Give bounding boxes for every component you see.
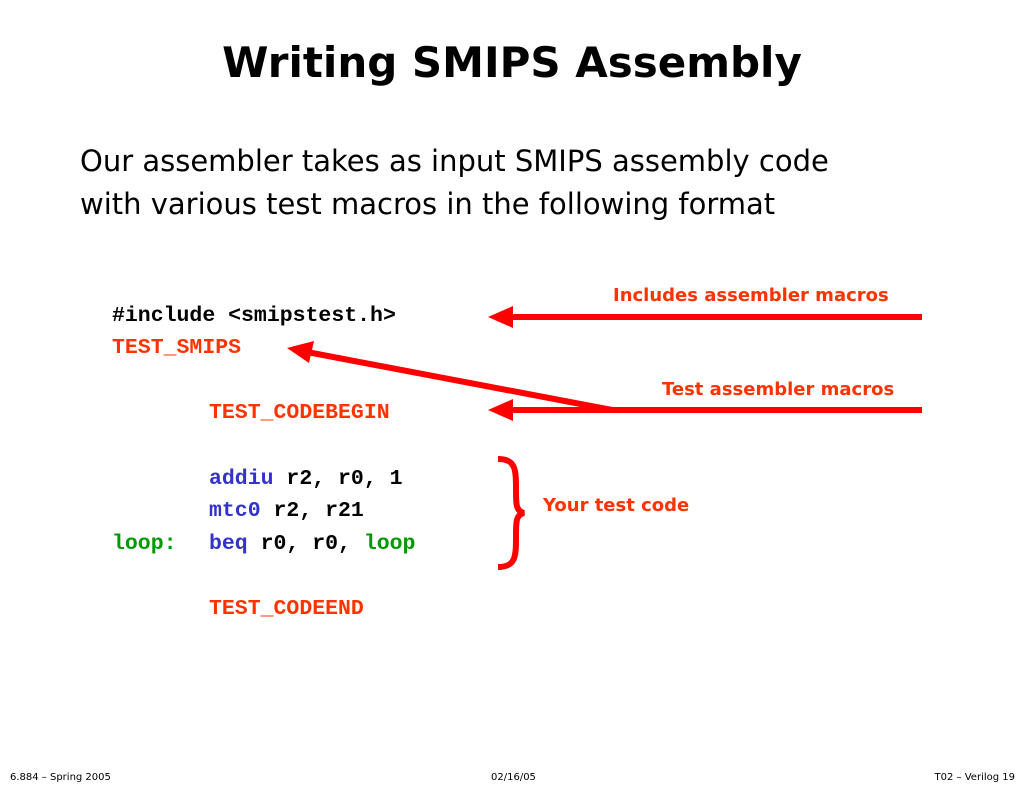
footer-left: 6.884 – Spring 2005: [10, 772, 111, 783]
slide-title: Writing SMIPS Assembly: [222, 38, 802, 87]
intro-line-1: Our assembler takes as input SMIPS assembly code: [80, 144, 829, 178]
code-test-codeend: TEST_CODEEND: [209, 597, 364, 621]
arrow-includes: [488, 306, 922, 328]
intro-line-2: with various test macros in the following format: [80, 187, 776, 221]
footer-right: T02 – Verilog 19: [934, 772, 1015, 783]
code-test-smips: TEST_SMIPS: [112, 336, 242, 360]
code-loop-label: loop:: [112, 532, 177, 556]
annotation-test-macros: Test assembler macros: [662, 379, 895, 400]
code-test-codebegin: TEST_CODEBEGIN: [209, 401, 390, 425]
code-beq-args: r0, r0,: [247, 532, 364, 556]
annotation-includes: Includes assembler macros: [613, 285, 889, 306]
arrow-test-smips: [287, 341, 612, 410]
code-beq-op: beq: [209, 532, 248, 556]
code-addiu-op: addiu: [209, 467, 274, 491]
annotation-your-code: Your test code: [543, 495, 690, 516]
code-mtc0-op: mtc0: [209, 499, 261, 523]
arrow-test-codebegin: [488, 399, 922, 421]
code-beq-target: loop: [363, 532, 416, 556]
brace-icon: [498, 459, 524, 567]
code-include-line: #include <smipstest.h>: [112, 304, 396, 328]
code-mtc0-args: r2, r21: [260, 499, 364, 523]
code-addiu-args: r2, r0, 1: [273, 467, 403, 491]
footer-center: 02/16/05: [491, 772, 536, 783]
